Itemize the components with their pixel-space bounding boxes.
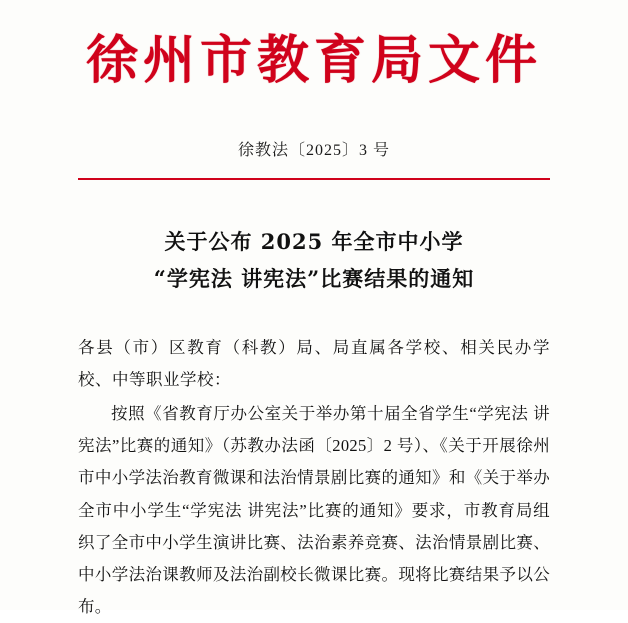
document-header-title: 徐州市教育局文件: [85, 30, 542, 91]
document-recipient: 各县（市）区教育（科教）局、局直属各学校、相关民办学校、中等职业学校：: [78, 337, 550, 389]
document-subject-line-1: 关于公布 2025 年全市中小学: [164, 229, 464, 255]
document-subject-line-2: “学宪法 讲宪法”比赛结果的通知: [153, 265, 475, 291]
red-divider-rule: [78, 178, 550, 180]
document-number: 徐教法〔2025〕3 号: [237, 142, 390, 160]
document-body-paragraph: 按照《省教育厅办公室关于举办第十届全省学生“学宪法 讲宪法”比赛的通知》（苏教办法函〔2025〕2 号）、《关于开展徐州市中小学法治教育微课和法治情景剧比赛的通知》和《关于举办全市中小学生“学宪法 讲宪法”比赛的通知》要求，市教育局组织了全市中小学生演讲比赛、法治素养竞赛、法治情景剧比赛、中小学法治课教师及法治副校长微课比赛。现将比赛结果予以公布。: [78, 404, 550, 617]
document-subject: [78, 224, 550, 298]
